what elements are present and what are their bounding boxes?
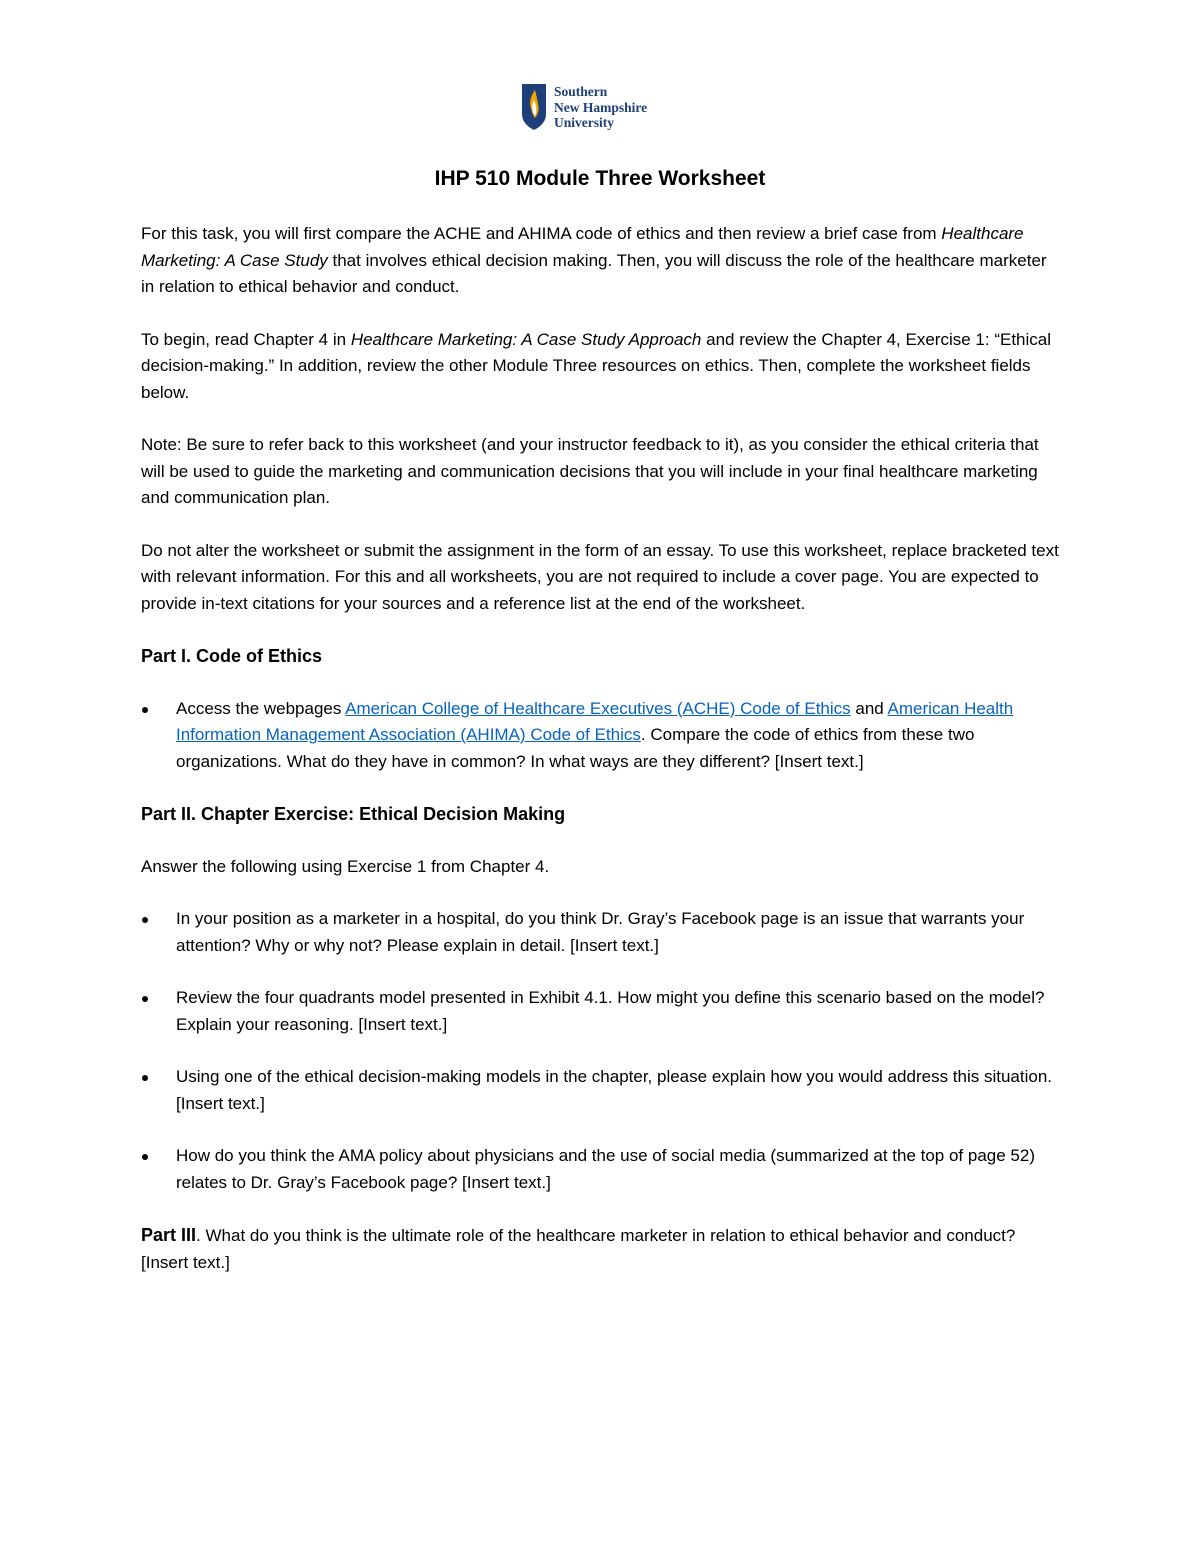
intro-p1-text-a: For this task, you will first compare the ACHE and AHIMA code of ethics and then review a brief case from	[141, 224, 942, 243]
intro-p2-text-a: To begin, read Chapter 4 in	[141, 329, 351, 349]
list-item	[141, 1143, 1061, 1196]
ache-code-of-ethics-link[interactable]: American College of Healthcare Executives (ACHE) Code of Ethics	[345, 698, 851, 718]
part-2-question-1: In your position as a marketer in a hospital, do you think Dr. Gray’s Facebook page is an issue that warrants your attention? Why or why not? Please explain in detail. [Insert text.]	[176, 909, 1025, 955]
ahima-code-of-ethics-link[interactable]: American Health Information Management Association (AHIMA) Code of Ethics	[176, 698, 1014, 744]
part-2-intro: Answer the following using Exercise 1 from Chapter 4.	[141, 856, 550, 876]
university-logo	[522, 84, 647, 131]
part-3-label: Part III	[141, 1225, 197, 1245]
logo-line-1: Southern	[554, 84, 608, 99]
part-1-list	[141, 696, 1061, 776]
intro-paragraph-instructions: Do not alter the worksheet or submit the assignment in the form of an essay. To use this worksheet, replace bracketed text with relevant information. For this and all worksheets, you are not required to include a cover page. You are expected to provide in-text citations for your sources and a reference list at the end of the worksheet.	[141, 540, 1059, 613]
intro-paragraph-2	[141, 327, 1061, 407]
part-2-list	[141, 906, 1061, 1196]
shield-flame-icon	[522, 84, 546, 130]
list-item	[141, 696, 1061, 776]
part-2-question-4: How do you think the AMA policy about physicians and the use of social media (summarized at the top of page 52) relates to Dr. Gray’s Facebook page? [Insert text.]	[176, 1146, 1035, 1192]
part-1-text-a: Access the webpages	[176, 698, 346, 718]
part-3-paragraph	[141, 1222, 1061, 1276]
part-3-label-period: .	[196, 1226, 201, 1245]
document-body	[141, 221, 1061, 1302]
bullet-icon	[142, 1075, 148, 1081]
list-item	[141, 906, 1061, 959]
intro-p2-book-title: Healthcare Marketing: A Case Study Approach	[350, 329, 702, 349]
logo-line-3: University	[554, 115, 614, 130]
logo-wordmark	[554, 84, 647, 131]
intro-paragraph-note: Note: Be sure to refer back to this worksheet (and your instructor feedback to it), as you consider the ethical criteria that will be used to guide the marketing and communication decisions that you will include in your final healthcare marketing and communication plan.	[141, 435, 1039, 507]
list-item	[141, 985, 1061, 1038]
part-3-question: What do you think is the ultimate role of the healthcare marketer in relation to ethical behavior and conduct? [Insert text.]	[141, 1226, 1016, 1272]
part-2-question-2: Review the four quadrants model presented in Exhibit 4.1. How might you define this scenario based on the model? Explain your reasoning. [Insert text.]	[176, 988, 1045, 1034]
intro-p1-book-title: Healthcare Marketing: A Case Study	[141, 224, 1024, 270]
part-2-question-3: Using one of the ethical decision-making models in the chapter, please explain how you would address this situation. [Insert text.]	[176, 1067, 1053, 1113]
part-2-heading: Part II. Chapter Exercise: Ethical Decision Making	[141, 804, 566, 824]
intro-paragraph-1	[141, 221, 1061, 301]
part-1-text-c: . Compare the code of ethics from these two organizations. What do they have in common? In what ways are they different? [Insert text.]	[176, 725, 975, 771]
intro-p2-text-b: and review the Chapter 4, Exercise 1: “Ethical decision-making.” In addition, review the other Module Three resources on ethics. Then, complete the worksheet fields below.	[141, 329, 1052, 402]
bullet-icon	[142, 917, 148, 923]
logo-line-2: New Hampshire	[554, 99, 648, 115]
document-title: IHP 510 Module Three Worksheet	[434, 167, 766, 190]
part-1-text-b: and	[850, 698, 888, 718]
part-1-heading: Part I. Code of Ethics	[141, 646, 323, 666]
list-item	[141, 1064, 1061, 1117]
intro-p1-text-b: that involves ethical decision making. Then, you will discuss the role of the healthcare marketer in relation to ethical behavior and conduct.	[141, 250, 1047, 296]
bullet-icon	[142, 996, 148, 1002]
bullet-icon	[142, 1154, 148, 1160]
bullet-icon	[142, 707, 148, 713]
